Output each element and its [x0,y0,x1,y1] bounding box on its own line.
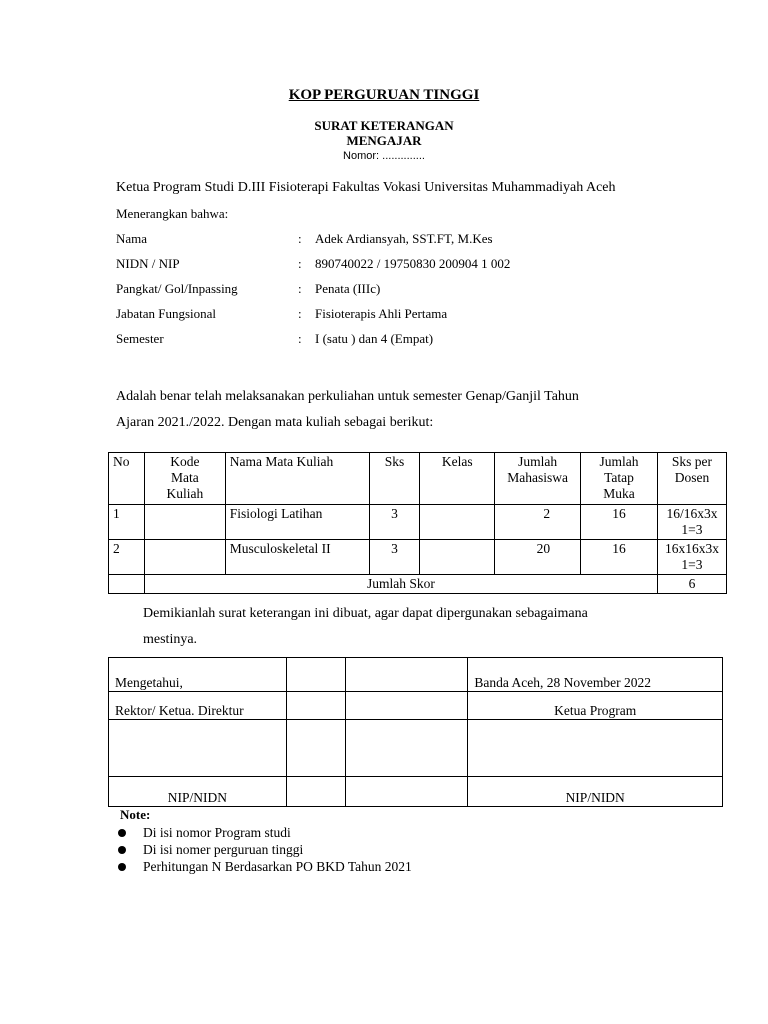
cell-sks-dosen [657,505,726,540]
cell-sks: 3 [369,505,420,540]
info-value-pangkat: Penata (IIIc) [315,281,381,296]
info-colon: : [298,331,302,346]
document-title [0,118,768,148]
info-colon: : [298,256,302,271]
nip-left: NIP/NIDN [109,777,287,807]
statement-line1: Adalah benar telah melaksanakan perkuliahan untuk semester Genap/Ganjil Tahun [116,389,579,404]
table-header-row [109,453,727,505]
mengetahui-label: Mengetahui, [109,658,287,692]
closing-line2: mestinya. [143,632,198,647]
cell-sks-dosen-line: 16x16x3x [664,541,719,556]
signature-empty-cell [286,777,345,807]
closing-line1: Demikianlah surat keterangan ini dibuat, agar dapat dipergunakan sebagaimana [143,606,588,621]
signature-empty-cell [286,720,345,777]
total-value: 6 [657,575,726,594]
header-kode [144,453,225,505]
table-total-row [109,575,727,594]
header-kode-line: Mata [170,470,199,485]
cell-no: 1 [109,505,145,540]
signature-row [109,658,723,692]
list-item [118,841,412,858]
header-sks-dosen-line: Dosen [674,470,710,485]
header-tatap-muka [581,453,658,505]
cell-nama: Musculoskeletal II [225,540,369,575]
cell-tatap: 16 [581,540,658,575]
info-label-nama: Nama [116,231,148,246]
note-item-text: Di isi nomor Program studi [143,824,291,840]
bullet-icon [118,863,126,871]
table-row [109,540,727,575]
signature-space-row [109,720,723,777]
signature-empty-cell [286,658,345,692]
header-kode-line: Kode [170,454,200,469]
signature-empty-cell [345,777,468,807]
letterhead-title: KOP PERGURUAN TINGGI [288,87,480,103]
courses-table [108,452,727,594]
header-sks: Sks [369,453,420,505]
header-nama: Nama Mata Kuliah [225,453,369,505]
cell-total-empty [109,575,145,594]
header-sks-dosen [657,453,726,505]
cell-nama: Fisiologi Latihan [225,505,369,540]
cell-tatap: 16 [581,505,658,540]
cell-kelas [420,505,495,540]
header-no: No [109,453,145,505]
signature-row [109,777,723,807]
list-item [118,858,412,875]
table-row [109,505,727,540]
note-item-text: Di isi nomer perguruan tinggi [143,841,304,857]
cell-sks-dosen-line: 1=3 [681,522,703,537]
info-value-nama: Adek Ardiansyah, SST.FT, M.Kes [315,231,493,246]
cell-sks-dosen [657,540,726,575]
bullet-icon [118,846,126,854]
signature-row [109,692,723,720]
cell-kode [144,540,225,575]
nip-right: NIP/NIDN [468,777,723,807]
info-colon: : [298,306,302,321]
cell-sks-dosen-line: 1=3 [681,557,703,572]
cell-kode [144,505,225,540]
info-colon: : [298,281,302,296]
total-label: Jumlah Skor [144,575,657,594]
document-title-line2: MENGAJAR [346,133,422,148]
cell-mahasiswa: 2 [495,505,581,540]
info-label-semester: Semester [116,331,164,346]
info-value-jabatan: Fisioterapis Ahli Pertama [315,306,448,321]
signature-empty-cell [345,658,468,692]
header-tatap-line: Tatap [604,470,634,485]
note-item-text: Perhitungan N Berdasarkan PO BKD Tahun 2021 [143,858,412,874]
intro-line2: Menerangkan bahwa: [116,206,229,221]
cell-kelas [420,540,495,575]
header-mhs-line: Mahasiswa [507,470,569,485]
signature-empty-cell [345,692,468,720]
info-value-nidn: 890740022 / 19750830 200904 1 002 [315,256,511,271]
signature-space [109,720,287,777]
cell-sks: 3 [369,540,420,575]
header-sks-dosen-line: Sks per [671,454,713,469]
list-item [118,824,412,841]
header-tatap-line: Jumlah [599,454,639,469]
signature-space [468,720,723,777]
info-label-pangkat: Pangkat/ Gol/Inpassing [116,281,238,296]
header-mhs-line: Jumlah [518,454,558,469]
header-kelas: Kelas [420,453,495,505]
signature-empty-cell [345,720,468,777]
cell-mahasiswa: 20 [495,540,581,575]
note-list [118,824,412,875]
place-date: Banda Aceh, 28 November 2022 [468,658,723,692]
document-number: Nomor: .............. [343,150,425,162]
intro-line1: Ketua Program Studi D.III Fisioterapi Fakultas Vokasi Universitas Muhammadiyah Aceh [116,180,616,195]
rektor-label: Rektor/ Ketua. Direktur [109,692,287,720]
header-tatap-line: Muka [603,486,635,501]
info-label-jabatan: Jabatan Fungsional [116,306,217,321]
note-title: Note: [120,807,151,822]
info-label-nidn: NIDN / NIP [116,256,180,271]
bullet-icon [118,829,126,837]
ketua-label: Ketua Program [468,692,723,720]
cell-sks-dosen-line: 16/16x3x [666,506,718,521]
signature-table [108,657,723,807]
header-kode-line: Kuliah [166,486,204,501]
statement-line2: Ajaran 2021./2022. Dengan mata kuliah sebagai berikut: [116,415,434,430]
document-title-line1: SURAT KETERANGAN [314,118,454,133]
signature-empty-cell [286,692,345,720]
info-value-semester: I (satu ) dan 4 (Empat) [315,331,434,346]
info-colon: : [298,231,302,246]
header-jumlah-mahasiswa [495,453,581,505]
cell-no: 2 [109,540,145,575]
